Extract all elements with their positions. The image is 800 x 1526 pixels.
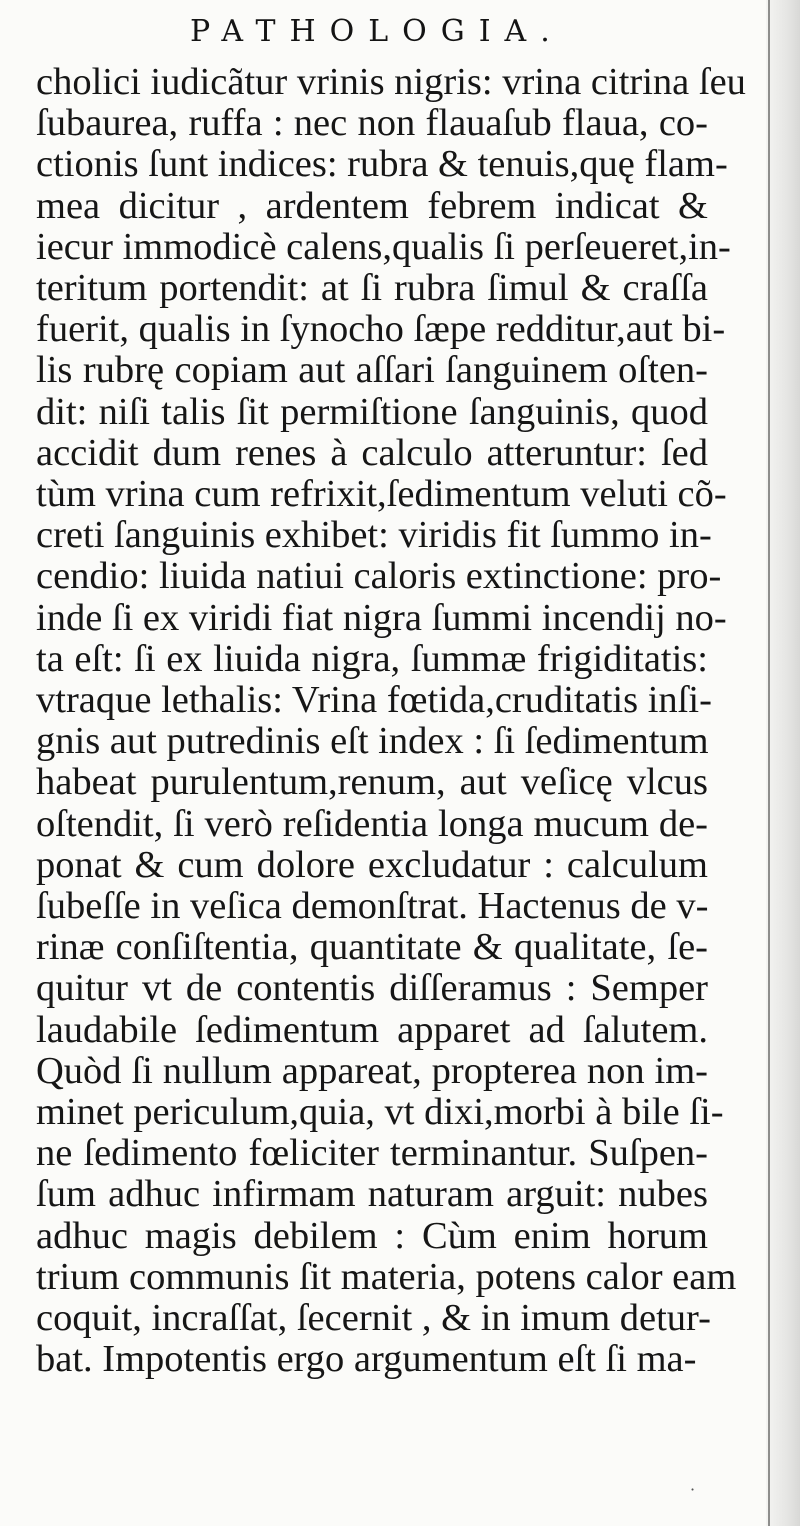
text-line: gnis aut putredinis eſt index : ſi ſedimentum (36, 720, 709, 763)
text-line: vtraque lethalis: Vrina fœtida,cruditatis inſi- (36, 679, 712, 722)
page-edge-line (768, 0, 770, 1526)
text-line: iecur immodicè calens,qualis ſi perſeueret,in- (36, 225, 731, 268)
text-line: Quòd ſi nullum appareat, propterea non im- (36, 1049, 708, 1092)
text-line: ſubeſſe in veſica demonſtrat. Hactenus de v- (36, 885, 709, 928)
text-line: quitur vt de contentis diſſeramus : Semper (36, 967, 708, 1010)
text-line: coquit, incraſſat, ſecernit , & in imum detur- (36, 1297, 711, 1340)
text-line: ſubaurea, ruffa : nec non flauaſub flaua, co- (36, 102, 708, 145)
text-line: tùm vrina cum refrixit,ſedimentum veluti cõ- (36, 473, 727, 516)
text-line: ſum adhuc infirmam naturam arguit: nubes (36, 1173, 708, 1216)
text-line: inde ſi ex viridi fiat nigra ſummi incendij no- (36, 596, 727, 639)
text-line: creti ſanguinis exhibet: viridis fit ſummo in- (36, 514, 712, 557)
text-line: cendio: liuida natiui caloris extinctione: pro- (36, 555, 722, 598)
text-line: adhuc magis debilem : Cùm enim horum (36, 1214, 708, 1257)
text-line: ne ſedimento fœliciter terminantur. Suſpen- (36, 1132, 708, 1175)
text-line: bat. Impotentis ergo argumentum eſt ſi ma- (36, 1338, 697, 1381)
text-line: oſtendit, ſi verò reſidentia longa mucum de- (36, 802, 708, 845)
footer-mark: · (690, 1480, 696, 1499)
text-line: ctionis ſunt indices: rubra & tenuis,quę flam- (36, 143, 728, 186)
text-line: accidit dum renes à calculo atteruntur: ſed (36, 431, 708, 474)
text-line: ta eſt: ſi ex liuida nigra, ſummæ frigiditatis: (36, 637, 708, 680)
text-line: teritum portendit: at ſi rubra ſimul & craſſa (36, 267, 708, 310)
text-line: fuerit, qualis in ſynocho ſæpe redditur,aut bi- (36, 308, 726, 351)
text-line: lis rubrę copiam aut aſſari ſanguinem oſten- (36, 349, 708, 392)
page-edge-shadow (766, 0, 800, 1526)
text-line: rinæ conſiſtentia, quantitate & qualitate, ſe- (36, 926, 708, 969)
text-line: ponat & cum dolore excludatur : calculum (36, 843, 708, 886)
text-line: cholici iudicãtur vrinis nigris: vrina citrina ſeu (36, 61, 746, 103)
text-line: dit: niſi talis ſit permiſtione ſanguinis, quod (36, 390, 708, 433)
body-text (36, 62, 766, 1381)
running-head: PATHOLOGIA. (190, 14, 564, 49)
text-line: mea dicitur , ardentem febrem indicat & (36, 184, 708, 227)
text-line: habeat purulentum,renum, aut veſicę vlcus (36, 761, 708, 804)
text-line: minet periculum,quia, vt dixi,morbi à bile ſi- (36, 1091, 724, 1134)
text-line: trium communis ſit materia, potens calor eam (36, 1255, 737, 1298)
text-line: laudabile ſedimentum apparet ad ſalutem. (36, 1008, 708, 1051)
